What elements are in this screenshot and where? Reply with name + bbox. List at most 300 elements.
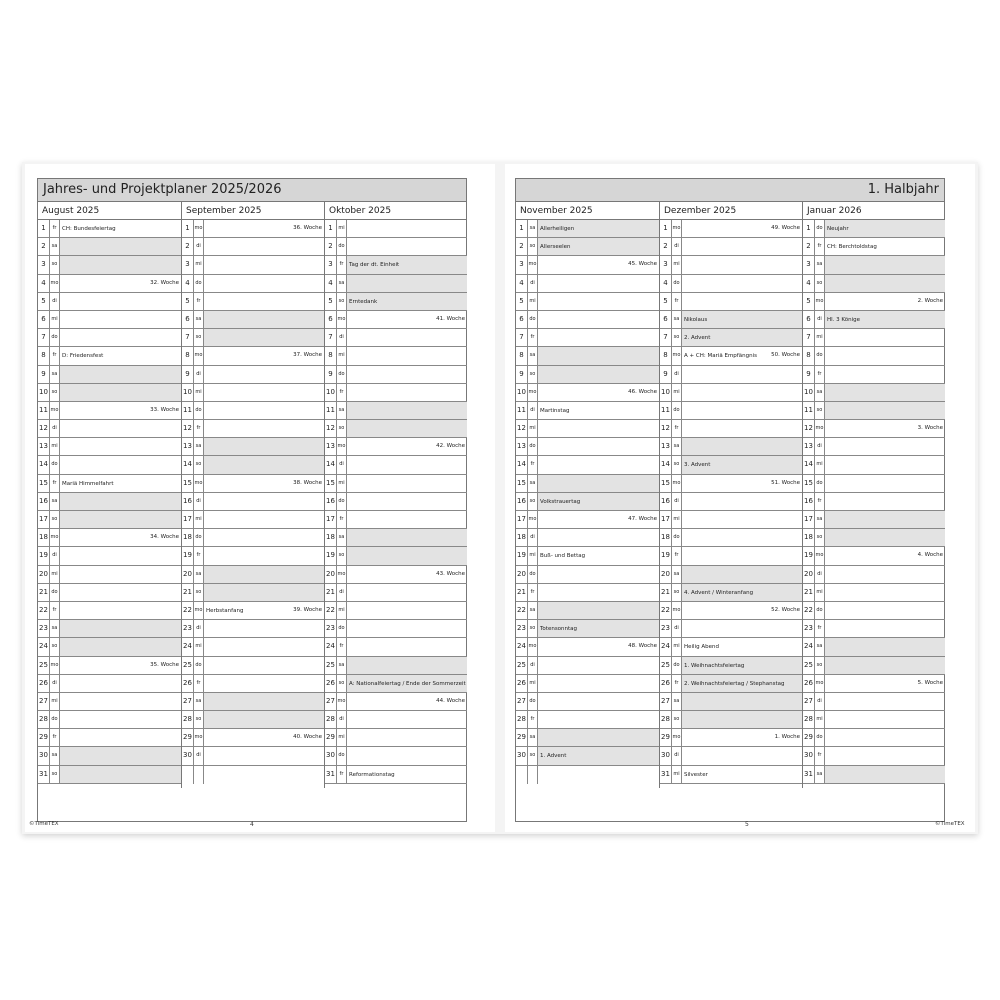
day-row[interactable] [516,711,659,729]
day-row[interactable] [660,384,802,402]
day-row[interactable] [38,638,181,656]
day-row[interactable] [803,256,945,274]
day-entry-cell[interactable] [538,384,659,401]
day-entry-cell[interactable] [204,420,324,437]
day-row[interactable] [803,238,945,256]
day-entry-cell[interactable] [347,475,467,492]
day-row[interactable] [660,493,802,511]
day-row[interactable] [325,547,467,565]
day-row[interactable] [516,293,659,311]
day-row[interactable] [182,420,324,438]
day-row[interactable] [182,475,324,493]
day-row[interactable] [182,729,324,747]
day-entry-cell[interactable] [538,475,659,492]
day-row[interactable] [516,693,659,711]
day-entry-cell[interactable] [347,711,467,728]
day-entry-cell[interactable] [682,711,802,728]
day-row[interactable] [803,711,945,729]
day-row[interactable] [660,584,802,602]
day-entry-cell[interactable] [347,729,467,746]
day-entry-cell[interactable] [538,729,659,746]
day-entry-cell[interactable] [204,329,324,346]
day-row[interactable] [325,638,467,656]
day-row[interactable] [38,456,181,474]
day-entry-cell[interactable] [538,329,659,346]
day-entry-cell[interactable] [347,420,467,437]
day-row[interactable] [325,475,467,493]
day-row[interactable] [182,275,324,293]
day-row[interactable] [325,566,467,584]
day-row[interactable] [325,747,467,765]
day-row[interactable] [182,438,324,456]
day-row[interactable] [325,366,467,384]
day-entry-cell[interactable] [347,402,467,419]
day-entry-cell[interactable] [60,238,181,255]
day-row[interactable] [38,657,181,675]
day-row[interactable] [38,766,181,784]
day-entry-cell[interactable] [825,384,945,401]
day-row[interactable] [660,675,802,693]
day-row[interactable] [38,384,181,402]
day-row[interactable] [325,275,467,293]
day-entry-cell[interactable] [204,402,324,419]
day-row[interactable] [38,620,181,638]
day-entry-cell[interactable] [347,693,467,710]
day-row[interactable] [803,456,945,474]
day-row[interactable] [38,584,181,602]
day-entry-cell[interactable] [538,275,659,292]
day-entry-cell[interactable] [538,366,659,383]
day-row[interactable] [660,420,802,438]
day-entry-cell[interactable] [825,311,945,328]
day-entry-cell[interactable] [825,511,945,528]
day-row[interactable] [325,384,467,402]
day-row[interactable] [182,493,324,511]
day-entry-cell[interactable] [538,675,659,692]
day-row[interactable] [803,638,945,656]
day-row[interactable] [803,402,945,420]
day-entry-cell[interactable] [60,511,181,528]
day-row[interactable] [660,256,802,274]
day-entry-cell[interactable] [60,638,181,655]
day-row[interactable] [182,366,324,384]
day-row[interactable] [803,384,945,402]
day-entry-cell[interactable] [538,220,659,237]
day-entry-cell[interactable] [347,493,467,510]
day-row[interactable] [38,711,181,729]
day-row[interactable] [38,438,181,456]
day-entry-cell[interactable] [825,529,945,546]
day-row[interactable] [325,729,467,747]
day-entry-cell[interactable] [204,475,324,492]
day-row[interactable] [803,657,945,675]
day-entry-cell[interactable] [538,620,659,637]
day-row[interactable] [660,766,802,784]
day-entry-cell[interactable] [347,547,467,564]
day-row[interactable] [516,456,659,474]
day-entry-cell[interactable] [682,638,802,655]
day-row[interactable] [803,693,945,711]
day-row[interactable] [660,311,802,329]
day-row[interactable] [516,238,659,256]
day-entry-cell[interactable] [60,384,181,401]
day-row[interactable] [803,547,945,565]
day-row[interactable] [803,511,945,529]
day-row[interactable] [516,475,659,493]
day-row[interactable] [325,693,467,711]
day-entry-cell[interactable] [204,220,324,237]
day-entry-cell[interactable] [682,529,802,546]
day-entry-cell[interactable] [682,402,802,419]
day-row[interactable] [182,511,324,529]
day-entry-cell[interactable] [538,693,659,710]
day-entry-cell[interactable] [538,420,659,437]
day-entry-cell[interactable] [60,566,181,583]
day-row[interactable] [516,620,659,638]
day-row[interactable] [182,657,324,675]
day-entry-cell[interactable] [60,347,181,364]
day-row[interactable] [516,584,659,602]
day-row[interactable] [803,293,945,311]
day-row[interactable] [660,657,802,675]
day-row[interactable] [325,675,467,693]
day-entry-cell[interactable] [682,238,802,255]
day-entry-cell[interactable] [204,311,324,328]
day-row[interactable] [516,220,659,238]
day-entry-cell[interactable] [825,711,945,728]
day-row[interactable] [38,256,181,274]
day-row[interactable] [516,747,659,765]
day-row[interactable] [803,329,945,347]
day-entry-cell[interactable] [60,529,181,546]
day-row[interactable] [803,602,945,620]
day-entry-cell[interactable] [825,256,945,273]
day-entry-cell[interactable] [204,638,324,655]
day-row[interactable] [803,620,945,638]
day-entry-cell[interactable] [347,584,467,601]
day-row[interactable] [38,747,181,765]
day-row[interactable] [38,402,181,420]
day-entry-cell[interactable] [682,420,802,437]
day-entry-cell[interactable] [825,547,945,564]
day-entry-cell[interactable] [60,329,181,346]
day-entry-cell[interactable] [825,275,945,292]
day-entry-cell[interactable] [347,511,467,528]
day-entry-cell[interactable] [682,220,802,237]
day-entry-cell[interactable] [60,402,181,419]
day-entry-cell[interactable] [825,729,945,746]
day-row[interactable] [38,420,181,438]
day-entry-cell[interactable] [60,602,181,619]
day-entry-cell[interactable] [682,438,802,455]
day-entry-cell[interactable] [825,293,945,310]
day-entry-cell[interactable] [347,620,467,637]
day-entry-cell[interactable] [204,347,324,364]
day-entry-cell[interactable] [60,547,181,564]
day-row[interactable] [38,366,181,384]
day-row[interactable] [325,529,467,547]
day-entry-cell[interactable] [682,657,802,674]
day-entry-cell[interactable] [682,766,802,783]
day-entry-cell[interactable] [825,766,945,783]
day-entry-cell[interactable] [825,675,945,692]
day-row[interactable] [660,347,802,365]
day-entry-cell[interactable] [825,420,945,437]
day-entry-cell[interactable] [347,638,467,655]
day-row[interactable] [182,566,324,584]
day-row[interactable] [38,529,181,547]
day-row[interactable] [660,747,802,765]
day-row[interactable] [182,293,324,311]
day-row[interactable] [516,529,659,547]
day-row[interactable] [803,729,945,747]
day-entry-cell[interactable] [538,529,659,546]
day-entry-cell[interactable] [682,675,802,692]
day-row[interactable] [660,475,802,493]
day-entry-cell[interactable] [204,584,324,601]
day-entry-cell[interactable] [682,311,802,328]
day-row[interactable] [660,275,802,293]
day-entry-cell[interactable] [682,602,802,619]
day-row[interactable] [803,220,945,238]
day-entry-cell[interactable] [538,456,659,473]
day-entry-cell[interactable] [347,529,467,546]
day-row[interactable] [660,529,802,547]
day-entry-cell[interactable] [60,657,181,674]
day-entry-cell[interactable] [825,602,945,619]
day-row[interactable] [38,547,181,565]
day-entry-cell[interactable] [538,438,659,455]
day-row[interactable] [803,420,945,438]
day-entry-cell[interactable] [347,366,467,383]
day-entry-cell[interactable] [825,220,945,237]
day-entry-cell[interactable] [538,347,659,364]
day-entry-cell[interactable] [204,511,324,528]
day-row[interactable] [38,566,181,584]
day-entry-cell[interactable] [682,366,802,383]
day-row[interactable] [516,493,659,511]
day-entry-cell[interactable] [60,456,181,473]
day-entry-cell[interactable] [825,693,945,710]
day-entry-cell[interactable] [204,657,324,674]
day-row[interactable] [660,366,802,384]
day-row[interactable] [516,511,659,529]
day-entry-cell[interactable] [825,456,945,473]
day-entry-cell[interactable] [538,238,659,255]
day-entry-cell[interactable] [204,293,324,310]
day-row[interactable] [182,456,324,474]
day-row[interactable] [516,366,659,384]
day-entry-cell[interactable] [682,620,802,637]
day-entry-cell[interactable] [538,584,659,601]
day-row[interactable] [325,402,467,420]
day-row[interactable] [325,620,467,638]
day-entry-cell[interactable] [204,366,324,383]
day-entry-cell[interactable] [347,311,467,328]
day-row[interactable] [38,693,181,711]
day-row[interactable] [38,493,181,511]
day-entry-cell[interactable] [60,747,181,764]
day-row[interactable] [38,293,181,311]
day-row[interactable] [182,238,324,256]
day-entry-cell[interactable] [204,384,324,401]
day-entry-cell[interactable] [825,238,945,255]
day-entry-cell[interactable] [538,747,659,764]
day-entry-cell[interactable] [825,584,945,601]
day-entry-cell[interactable] [538,566,659,583]
day-entry-cell[interactable] [825,366,945,383]
day-row[interactable] [660,620,802,638]
day-row[interactable] [660,456,802,474]
day-row[interactable] [325,220,467,238]
day-entry-cell[interactable] [682,547,802,564]
day-entry-cell[interactable] [204,238,324,255]
day-entry-cell[interactable] [682,256,802,273]
day-row[interactable] [182,311,324,329]
day-row[interactable] [38,238,181,256]
day-row[interactable] [38,329,181,347]
day-row[interactable] [660,711,802,729]
day-entry-cell[interactable] [204,693,324,710]
day-row[interactable] [803,747,945,765]
day-entry-cell[interactable] [204,493,324,510]
day-row[interactable] [516,729,659,747]
day-row[interactable] [516,602,659,620]
day-entry-cell[interactable] [825,493,945,510]
day-row[interactable] [325,238,467,256]
day-entry-cell[interactable] [204,275,324,292]
day-entry-cell[interactable] [682,384,802,401]
day-entry-cell[interactable] [825,566,945,583]
day-row[interactable] [803,675,945,693]
day-row[interactable] [182,675,324,693]
day-row[interactable] [516,275,659,293]
day-entry-cell[interactable] [60,584,181,601]
day-entry-cell[interactable] [204,675,324,692]
day-entry-cell[interactable] [682,511,802,528]
day-row[interactable] [182,620,324,638]
day-row[interactable] [516,420,659,438]
day-entry-cell[interactable] [347,384,467,401]
day-row[interactable] [182,602,324,620]
day-row[interactable] [182,329,324,347]
day-entry-cell[interactable] [60,366,181,383]
day-row[interactable] [660,293,802,311]
day-entry-cell[interactable] [60,493,181,510]
day-entry-cell[interactable] [60,256,181,273]
day-entry-cell[interactable] [347,675,467,692]
day-entry-cell[interactable] [204,456,324,473]
day-row[interactable] [660,547,802,565]
day-row[interactable] [182,402,324,420]
day-row[interactable] [516,256,659,274]
day-entry-cell[interactable] [825,620,945,637]
day-entry-cell[interactable] [60,711,181,728]
day-row[interactable] [803,311,945,329]
day-row[interactable] [182,529,324,547]
day-row[interactable] [325,493,467,511]
day-row[interactable] [182,711,324,729]
day-entry-cell[interactable] [538,402,659,419]
day-entry-cell[interactable] [60,620,181,637]
day-row[interactable] [803,493,945,511]
day-row[interactable] [803,529,945,547]
day-entry-cell[interactable] [538,602,659,619]
day-entry-cell[interactable] [538,711,659,728]
day-row[interactable] [325,329,467,347]
day-row[interactable] [38,220,181,238]
day-entry-cell[interactable] [538,547,659,564]
day-entry-cell[interactable] [347,766,467,783]
day-entry-cell[interactable] [538,293,659,310]
day-entry-cell[interactable] [347,566,467,583]
day-entry-cell[interactable] [682,584,802,601]
day-entry-cell[interactable] [60,693,181,710]
day-entry-cell[interactable] [538,657,659,674]
day-entry-cell[interactable] [204,620,324,637]
day-entry-cell[interactable] [538,493,659,510]
day-entry-cell[interactable] [347,657,467,674]
day-row[interactable] [38,311,181,329]
day-entry-cell[interactable] [347,602,467,619]
day-entry-cell[interactable] [60,420,181,437]
day-row[interactable] [325,584,467,602]
day-entry-cell[interactable] [682,747,802,764]
day-row[interactable] [182,220,324,238]
day-entry-cell[interactable] [347,747,467,764]
day-row[interactable] [325,657,467,675]
day-entry-cell[interactable] [825,638,945,655]
day-entry-cell[interactable] [204,547,324,564]
day-row[interactable] [325,602,467,620]
day-row[interactable] [803,438,945,456]
day-entry-cell[interactable] [825,329,945,346]
day-row[interactable] [182,747,324,765]
day-row[interactable] [803,475,945,493]
day-entry-cell[interactable] [204,747,324,764]
day-entry-cell[interactable] [60,275,181,292]
day-entry-cell[interactable] [538,638,659,655]
day-row[interactable] [182,693,324,711]
day-entry-cell[interactable] [60,311,181,328]
day-row[interactable] [660,693,802,711]
day-entry-cell[interactable] [60,729,181,746]
day-row[interactable] [325,766,467,784]
day-row[interactable] [38,675,181,693]
day-row[interactable] [660,220,802,238]
day-row[interactable] [516,638,659,656]
day-row[interactable] [516,311,659,329]
day-row[interactable] [803,584,945,602]
day-entry-cell[interactable] [682,566,802,583]
day-row[interactable] [660,402,802,420]
day-row[interactable] [803,766,945,784]
day-entry-cell[interactable] [60,438,181,455]
day-row[interactable] [325,438,467,456]
day-entry-cell[interactable] [825,347,945,364]
day-row[interactable] [660,729,802,747]
day-entry-cell[interactable] [538,311,659,328]
day-row[interactable] [516,347,659,365]
day-row[interactable] [660,638,802,656]
day-row[interactable] [516,547,659,565]
day-entry-cell[interactable] [682,347,802,364]
day-entry-cell[interactable] [682,493,802,510]
day-row[interactable] [38,729,181,747]
day-row[interactable] [38,275,181,293]
day-row[interactable] [660,329,802,347]
day-row[interactable] [803,566,945,584]
